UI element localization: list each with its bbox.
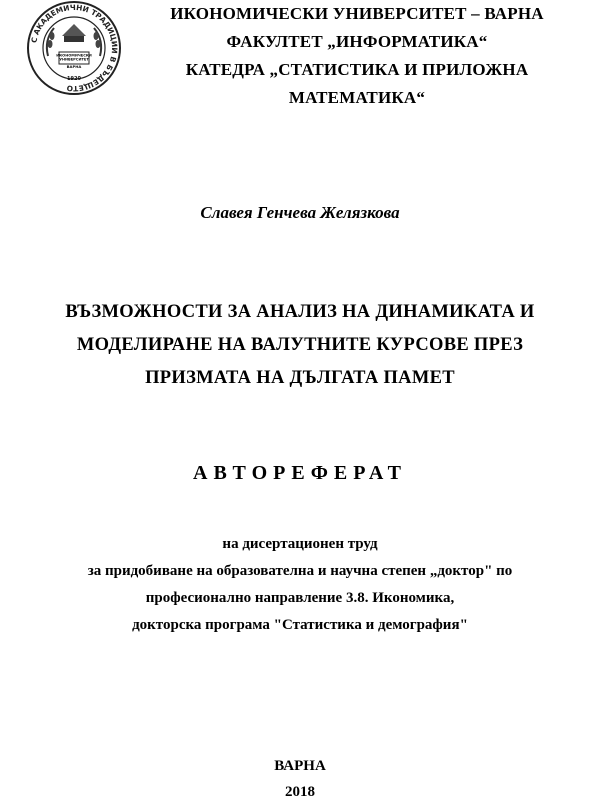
description-line-4: докторска програма "Статистика и демография" xyxy=(132,617,468,633)
description-line-2: за придобиване на образователна и научна степен „доктор" по xyxy=(87,563,513,579)
description-line-1: на дисертационен труд xyxy=(222,536,378,552)
university-seal-icon xyxy=(26,0,122,96)
seal-center-line-3: ВАРНА xyxy=(66,64,82,69)
author-name: Славея Генчева Желязкова xyxy=(200,203,400,222)
description-line-3: професионално направление 3.8. Икономика, xyxy=(145,590,455,606)
header-line-3: КАТЕДРА „СТАТИСТИКА И ПРИЛОЖНА xyxy=(185,60,529,79)
institution-header xyxy=(132,0,582,112)
document-footer xyxy=(0,753,600,805)
seal-center-line-2: УНИВЕРСИТЕТ xyxy=(59,57,89,62)
seal-year: 1920 xyxy=(67,76,81,82)
header-line-1: ИКОНОМИЧЕСКИ УНИВЕРСИТЕТ – ВАРНА xyxy=(170,4,544,23)
footer-city: ВАРНА xyxy=(274,758,326,774)
title-line-2: МОДЕЛИРАНЕ НА ВАЛУТНИТЕ КУРСОВЕ ПРЕЗ xyxy=(76,335,524,355)
document-type: АВТОРЕФЕРАТ xyxy=(193,462,407,484)
header-line-4: МАТЕМАТИКА“ xyxy=(288,88,426,107)
seal-center-line-1: ИКОНОМИЧЕСКИ xyxy=(56,53,92,58)
title-line-3: ПРИЗМАТА НА ДЪЛГАТА ПАМЕТ xyxy=(145,368,455,388)
seal-ring-text: С АКАДЕМИЧНИ ТРАДИЦИИ В БЪДЕЩЕТО xyxy=(29,2,120,94)
dissertation-title xyxy=(0,296,600,395)
title-line-1: ВЪЗМОЖНОСТИ ЗА АНАЛИЗ НА ДИНАМИКАТА И xyxy=(65,302,535,322)
footer-year: 2018 xyxy=(285,784,315,800)
document-description xyxy=(0,531,600,639)
header-line-2: ФАКУЛТЕТ „ИНФОРМАТИКА“ xyxy=(226,32,488,51)
